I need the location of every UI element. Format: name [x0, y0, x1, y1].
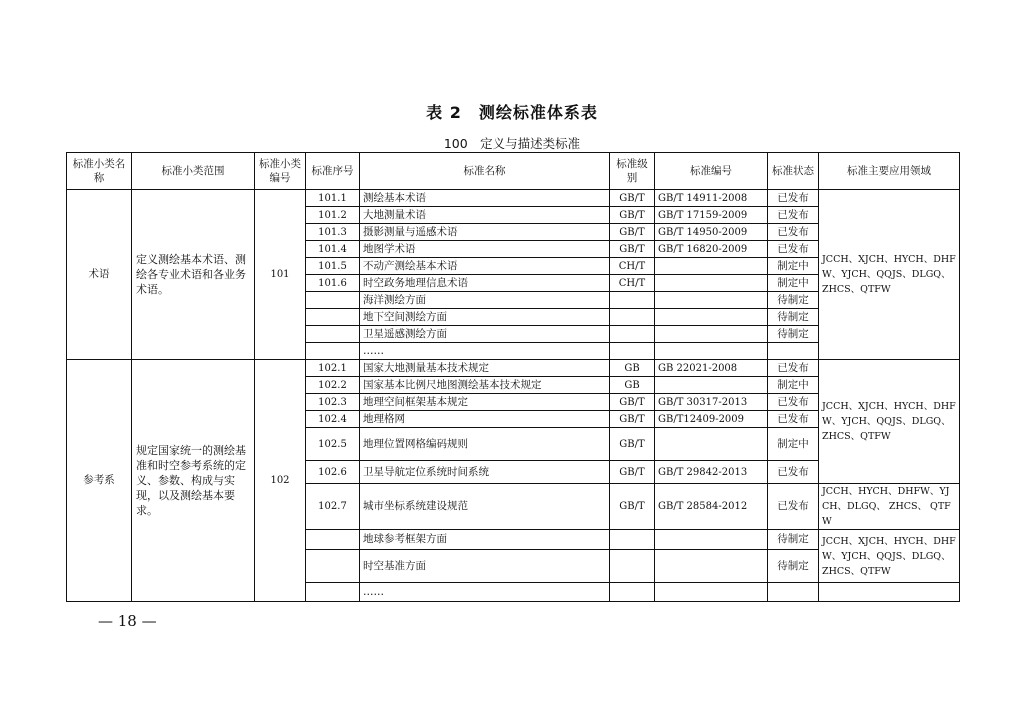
row-code: GB/T 17159-2009	[655, 207, 768, 224]
row-level	[610, 550, 655, 583]
row-code: GB/T 29842-2013	[655, 461, 768, 484]
row-status: 已发布	[768, 190, 819, 207]
row-seq: 102.3	[306, 394, 360, 411]
header-cat-name: 标准小类名称	[67, 153, 132, 190]
category-code: 102	[255, 360, 306, 602]
row-status: 待制定	[768, 309, 819, 326]
row-name: ……	[360, 583, 610, 602]
row-level	[610, 326, 655, 343]
row-level	[610, 343, 655, 360]
header-code: 标准编号	[655, 153, 768, 190]
row-seq: 101.2	[306, 207, 360, 224]
row-level: GB/T	[610, 461, 655, 484]
page-number: — 18 —	[98, 612, 157, 630]
row-seq	[306, 292, 360, 309]
row-level	[610, 309, 655, 326]
row-status: 已发布	[768, 360, 819, 377]
row-level: GB/T	[610, 394, 655, 411]
row-seq: 102.6	[306, 461, 360, 484]
row-code: GB 22021-2008	[655, 360, 768, 377]
row-seq	[306, 343, 360, 360]
row-seq	[306, 326, 360, 343]
section-subtitle: 100 定义与描述类标准	[443, 136, 581, 151]
header-seq: 标准序号	[306, 153, 360, 190]
row-name: 地图学术语	[360, 241, 610, 258]
header-row	[67, 153, 960, 190]
row-code	[655, 550, 768, 583]
header-level: 标准级别	[610, 153, 655, 190]
row-name: 地下空间测绘方面	[360, 309, 610, 326]
header-cat-scope: 标准小类范围	[132, 153, 255, 190]
row-level: GB/T	[610, 411, 655, 428]
row-level: GB/T	[610, 207, 655, 224]
row-code	[655, 326, 768, 343]
row-status: 已发布	[768, 411, 819, 428]
row-level	[610, 583, 655, 602]
row-seq: 101.4	[306, 241, 360, 258]
standards-table	[66, 152, 960, 602]
row-status: 已发布	[768, 484, 819, 530]
row-name: 不动产测绘基本术语	[360, 258, 610, 275]
row-seq: 101.6	[306, 275, 360, 292]
row-status: 已发布	[768, 207, 819, 224]
row-seq: 102.5	[306, 428, 360, 461]
row-level: GB/T	[610, 428, 655, 461]
row-seq: 102.7	[306, 484, 360, 530]
header-cat-code: 标准小类编号	[255, 153, 306, 190]
row-code	[655, 258, 768, 275]
row-domain: JCCH、HYCH、DHFW、YJCH、DLGQ、 ZHCS、 QTFW	[819, 484, 960, 530]
row-status	[768, 343, 819, 360]
row-name: 卫星遥感测绘方面	[360, 326, 610, 343]
row-name: 时空政务地理信息术语	[360, 275, 610, 292]
row-code	[655, 292, 768, 309]
row-level	[610, 292, 655, 309]
row-level: GB	[610, 360, 655, 377]
row-status: 制定中	[768, 258, 819, 275]
row-name: 大地测量术语	[360, 207, 610, 224]
row-status: 已发布	[768, 394, 819, 411]
row-level	[610, 530, 655, 550]
row-seq	[306, 309, 360, 326]
row-name: 国家基本比例尺地图测绘基本技术规定	[360, 377, 610, 394]
row-name: 地理位置网格编码规则	[360, 428, 610, 461]
row-code	[655, 343, 768, 360]
row-seq	[306, 530, 360, 550]
row-code	[655, 428, 768, 461]
row-domain-empty	[819, 583, 960, 602]
row-code	[655, 583, 768, 602]
header-status: 标准状态	[768, 153, 819, 190]
row-name: 卫星导航定位系统时间系统	[360, 461, 610, 484]
row-code	[655, 377, 768, 394]
row-seq: 102.4	[306, 411, 360, 428]
row-level: GB/T	[610, 224, 655, 241]
row-code: GB/T 30317-2013	[655, 394, 768, 411]
row-name: 地理格网	[360, 411, 610, 428]
row-code	[655, 309, 768, 326]
row-name: 海洋测绘方面	[360, 292, 610, 309]
category-code: 101	[255, 190, 306, 360]
row-seq: 101.3	[306, 224, 360, 241]
row-level: GB/T	[610, 241, 655, 258]
row-level: CH/T	[610, 258, 655, 275]
category-scope: 定义测绘基本术语、测绘各专业术语和各业务术语。	[132, 190, 255, 360]
row-status: 已发布	[768, 461, 819, 484]
row-name: 时空基准方面	[360, 550, 610, 583]
row-seq: 101.5	[306, 258, 360, 275]
row-name: 国家大地测量基本技术规定	[360, 360, 610, 377]
row-code: GB/T 14950-2009	[655, 224, 768, 241]
row-seq	[306, 583, 360, 602]
table-title: 表 2 测绘标准体系表	[426, 103, 598, 122]
row-seq: 101.1	[306, 190, 360, 207]
category-domain: JCCH、XJCH、HYCH、DHFW、YJCH、QQJS、DLGQ、ZHCS、QTFW	[819, 360, 960, 484]
row-status: 待制定	[768, 326, 819, 343]
row-status	[768, 583, 819, 602]
row-code: GB/T 16820-2009	[655, 241, 768, 258]
row-domain: JCCH、XJCH、HYCH、DHFW、YJCH、QQJS、DLGQ、ZHCS、QTFW	[819, 530, 960, 583]
row-name: 测绘基本术语	[360, 190, 610, 207]
row-status: 待制定	[768, 530, 819, 550]
row-name: 城市坐标系统建设规范	[360, 484, 610, 530]
row-status: 待制定	[768, 292, 819, 309]
row-status: 制定中	[768, 377, 819, 394]
category-name: 术语	[67, 190, 132, 360]
row-status: 已发布	[768, 224, 819, 241]
row-name: 地理空间框架基本规定	[360, 394, 610, 411]
row-code	[655, 530, 768, 550]
category-domain: JCCH、XJCH、HYCH、DHFW、YJCH、QQJS、DLGQ、ZHCS、QTFW	[819, 190, 960, 360]
header-domain: 标准主要应用领域	[819, 153, 960, 190]
row-name: 地球参考框架方面	[360, 530, 610, 550]
row-level: GB/T	[610, 484, 655, 530]
row-name: 摄影测量与遥感术语	[360, 224, 610, 241]
table-row	[67, 360, 960, 377]
row-name: ……	[360, 343, 610, 360]
row-status: 制定中	[768, 428, 819, 461]
row-code	[655, 275, 768, 292]
row-code: GB/T 14911-2008	[655, 190, 768, 207]
row-code: GB/T 28584-2012	[655, 484, 768, 530]
row-code: GB/T12409-2009	[655, 411, 768, 428]
row-level: GB	[610, 377, 655, 394]
row-status: 制定中	[768, 275, 819, 292]
header-name: 标准名称	[360, 153, 610, 190]
row-seq	[306, 550, 360, 583]
row-seq: 102.1	[306, 360, 360, 377]
row-status: 已发布	[768, 241, 819, 258]
row-level: GB/T	[610, 190, 655, 207]
row-status: 待制定	[768, 550, 819, 583]
category-scope: 规定国家统一的测绘基准和时空参考系统的定义、参数、构成与实现，以及测绘基本要求。	[132, 360, 255, 602]
row-level: CH/T	[610, 275, 655, 292]
row-seq: 102.2	[306, 377, 360, 394]
table-row	[67, 190, 960, 207]
category-name: 参考系	[67, 360, 132, 602]
